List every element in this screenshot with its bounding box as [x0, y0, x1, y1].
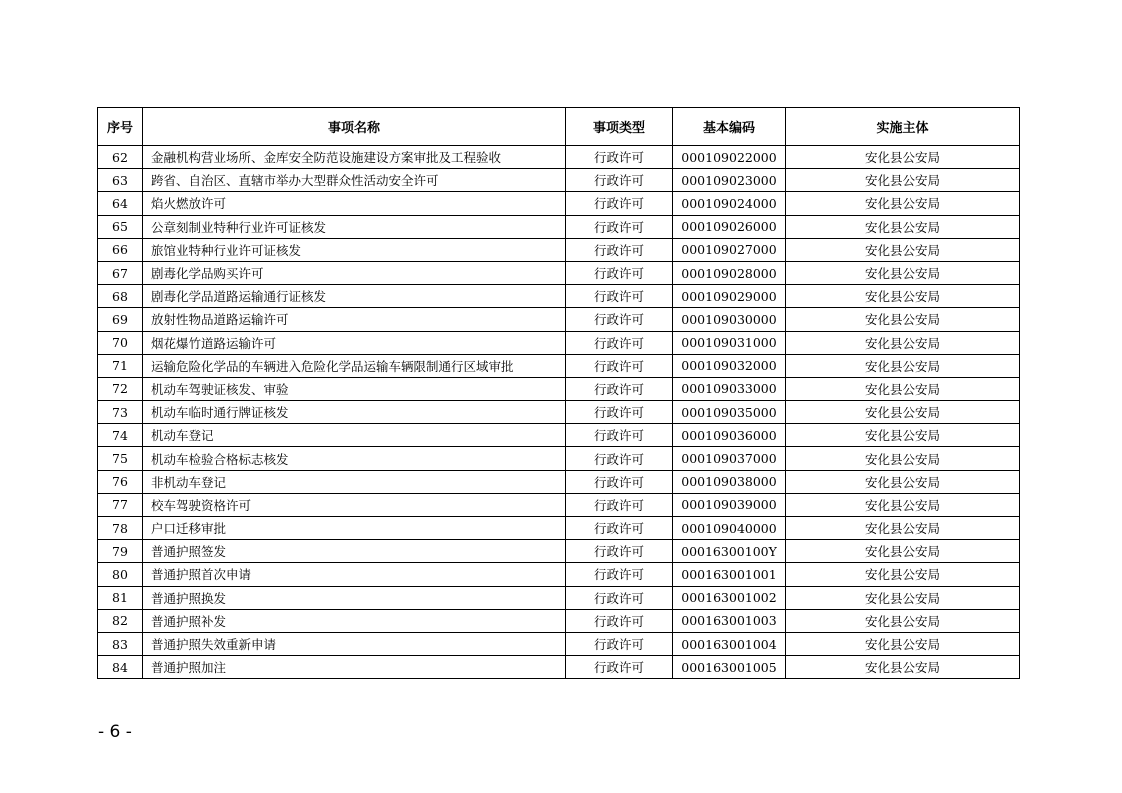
cell-implementing-body: 安化县公安局 [786, 447, 1020, 470]
cell-item-name: 公章刻制业特种行业许可证核发 [143, 215, 566, 238]
cell-serial-number: 65 [98, 215, 143, 238]
cell-item-type: 行政许可 [566, 192, 673, 215]
cell-basic-code: 00016300100Y [673, 540, 786, 563]
cell-item-type: 行政许可 [566, 586, 673, 609]
cell-implementing-body: 安化县公安局 [786, 146, 1020, 169]
table-row [98, 215, 1020, 238]
cell-basic-code: 000109036000 [673, 424, 786, 447]
cell-item-name: 普通护照换发 [143, 586, 566, 609]
cell-implementing-body: 安化县公安局 [786, 331, 1020, 354]
header-implementing-body: 实施主体 [786, 108, 1020, 146]
table-row [98, 331, 1020, 354]
table-body [98, 146, 1020, 679]
cell-item-type: 行政许可 [566, 308, 673, 331]
cell-item-name: 校车驾驶资格许可 [143, 493, 566, 516]
table-row [98, 424, 1020, 447]
cell-item-name: 机动车驾驶证核发、审验 [143, 377, 566, 400]
cell-item-type: 行政许可 [566, 470, 673, 493]
cell-item-name: 烟花爆竹道路运输许可 [143, 331, 566, 354]
cell-basic-code: 000109035000 [673, 401, 786, 424]
cell-implementing-body: 安化县公安局 [786, 238, 1020, 261]
table-row [98, 354, 1020, 377]
cell-implementing-body: 安化县公安局 [786, 424, 1020, 447]
cell-implementing-body: 安化县公安局 [786, 517, 1020, 540]
table-row [98, 146, 1020, 169]
cell-implementing-body: 安化县公安局 [786, 261, 1020, 284]
table-row [98, 308, 1020, 331]
cell-basic-code: 000109024000 [673, 192, 786, 215]
cell-item-type: 行政许可 [566, 401, 673, 424]
cell-item-name: 金融机构营业场所、金库安全防范设施建设方案审批及工程验收 [143, 146, 566, 169]
cell-item-type: 行政许可 [566, 493, 673, 516]
table-header-row [98, 108, 1020, 146]
cell-basic-code: 000109023000 [673, 169, 786, 192]
cell-basic-code: 000163001001 [673, 563, 786, 586]
cell-implementing-body: 安化县公安局 [786, 377, 1020, 400]
cell-item-name: 普通护照加注 [143, 656, 566, 679]
table-row [98, 517, 1020, 540]
table-row [98, 563, 1020, 586]
table-row [98, 377, 1020, 400]
cell-item-name: 跨省、自治区、直辖市举办大型群众性活动安全许可 [143, 169, 566, 192]
cell-item-name: 普通护照首次申请 [143, 563, 566, 586]
cell-serial-number: 72 [98, 377, 143, 400]
cell-implementing-body: 安化县公安局 [786, 493, 1020, 516]
cell-item-type: 行政许可 [566, 238, 673, 261]
cell-basic-code: 000109029000 [673, 285, 786, 308]
cell-implementing-body: 安化县公安局 [786, 215, 1020, 238]
cell-item-type: 行政许可 [566, 656, 673, 679]
cell-serial-number: 75 [98, 447, 143, 470]
cell-implementing-body: 安化县公安局 [786, 540, 1020, 563]
table-row [98, 493, 1020, 516]
cell-item-name: 剧毒化学品道路运输通行证核发 [143, 285, 566, 308]
cell-serial-number: 69 [98, 308, 143, 331]
cell-item-type: 行政许可 [566, 563, 673, 586]
cell-serial-number: 63 [98, 169, 143, 192]
cell-basic-code: 000109040000 [673, 517, 786, 540]
table-row [98, 632, 1020, 655]
cell-item-type: 行政许可 [566, 447, 673, 470]
cell-implementing-body: 安化县公安局 [786, 563, 1020, 586]
cell-basic-code: 000109038000 [673, 470, 786, 493]
cell-implementing-body: 安化县公安局 [786, 169, 1020, 192]
cell-basic-code: 000109027000 [673, 238, 786, 261]
cell-item-type: 行政许可 [566, 215, 673, 238]
cell-item-name: 普通护照补发 [143, 609, 566, 632]
cell-item-name: 运输危险化学品的车辆进入危险化学品运输车辆限制通行区域审批 [143, 354, 566, 377]
table-row [98, 169, 1020, 192]
table-row [98, 586, 1020, 609]
cell-serial-number: 66 [98, 238, 143, 261]
cell-implementing-body: 安化县公安局 [786, 192, 1020, 215]
cell-basic-code: 000163001004 [673, 632, 786, 655]
cell-basic-code: 000109037000 [673, 447, 786, 470]
cell-implementing-body: 安化县公安局 [786, 401, 1020, 424]
cell-item-name: 旅馆业特种行业许可证核发 [143, 238, 566, 261]
table-row [98, 470, 1020, 493]
cell-serial-number: 68 [98, 285, 143, 308]
cell-item-type: 行政许可 [566, 261, 673, 284]
table-row [98, 540, 1020, 563]
cell-basic-code: 000163001002 [673, 586, 786, 609]
cell-implementing-body: 安化县公安局 [786, 656, 1020, 679]
cell-basic-code: 000109033000 [673, 377, 786, 400]
cell-implementing-body: 安化县公安局 [786, 632, 1020, 655]
cell-serial-number: 84 [98, 656, 143, 679]
table-row [98, 192, 1020, 215]
cell-serial-number: 77 [98, 493, 143, 516]
cell-serial-number: 76 [98, 470, 143, 493]
cell-item-type: 行政许可 [566, 540, 673, 563]
cell-item-name: 户口迁移审批 [143, 517, 566, 540]
header-basic-code: 基本编码 [673, 108, 786, 146]
table-row [98, 238, 1020, 261]
table-row [98, 609, 1020, 632]
cell-serial-number: 82 [98, 609, 143, 632]
cell-item-name: 机动车登记 [143, 424, 566, 447]
cell-basic-code: 000109030000 [673, 308, 786, 331]
cell-item-name: 焰火燃放许可 [143, 192, 566, 215]
page-number: - 6 - [98, 722, 132, 742]
cell-basic-code: 000109039000 [673, 493, 786, 516]
cell-serial-number: 78 [98, 517, 143, 540]
cell-serial-number: 64 [98, 192, 143, 215]
cell-serial-number: 79 [98, 540, 143, 563]
table-row [98, 447, 1020, 470]
cell-implementing-body: 安化县公安局 [786, 470, 1020, 493]
cell-implementing-body: 安化县公安局 [786, 609, 1020, 632]
cell-serial-number: 73 [98, 401, 143, 424]
cell-item-name: 机动车临时通行牌证核发 [143, 401, 566, 424]
cell-item-type: 行政许可 [566, 331, 673, 354]
cell-item-name: 剧毒化学品购买许可 [143, 261, 566, 284]
header-serial-number: 序号 [98, 108, 143, 146]
cell-item-name: 普通护照失效重新申请 [143, 632, 566, 655]
cell-serial-number: 62 [98, 146, 143, 169]
header-item-name: 事项名称 [143, 108, 566, 146]
cell-implementing-body: 安化县公安局 [786, 308, 1020, 331]
cell-serial-number: 70 [98, 331, 143, 354]
cell-item-type: 行政许可 [566, 609, 673, 632]
table-row [98, 401, 1020, 424]
cell-serial-number: 83 [98, 632, 143, 655]
cell-basic-code: 000109026000 [673, 215, 786, 238]
cell-item-type: 行政许可 [566, 517, 673, 540]
cell-basic-code: 000109028000 [673, 261, 786, 284]
cell-item-type: 行政许可 [566, 377, 673, 400]
table-row [98, 261, 1020, 284]
cell-item-name: 普通护照签发 [143, 540, 566, 563]
cell-item-type: 行政许可 [566, 146, 673, 169]
cell-serial-number: 81 [98, 586, 143, 609]
cell-basic-code: 000163001003 [673, 609, 786, 632]
cell-serial-number: 71 [98, 354, 143, 377]
cell-item-name: 机动车检验合格标志核发 [143, 447, 566, 470]
table-row [98, 285, 1020, 308]
cell-serial-number: 74 [98, 424, 143, 447]
cell-basic-code: 000109032000 [673, 354, 786, 377]
cell-serial-number: 80 [98, 563, 143, 586]
cell-item-type: 行政许可 [566, 354, 673, 377]
table-row [98, 656, 1020, 679]
cell-serial-number: 67 [98, 261, 143, 284]
cell-implementing-body: 安化县公安局 [786, 354, 1020, 377]
cell-item-name: 非机动车登记 [143, 470, 566, 493]
cell-implementing-body: 安化县公安局 [786, 586, 1020, 609]
cell-basic-code: 000109031000 [673, 331, 786, 354]
cell-item-type: 行政许可 [566, 424, 673, 447]
cell-item-type: 行政许可 [566, 169, 673, 192]
cell-item-type: 行政许可 [566, 285, 673, 308]
cell-implementing-body: 安化县公安局 [786, 285, 1020, 308]
cell-basic-code: 000163001005 [673, 656, 786, 679]
header-item-type: 事项类型 [566, 108, 673, 146]
cell-item-type: 行政许可 [566, 632, 673, 655]
items-table [97, 107, 1020, 679]
cell-basic-code: 000109022000 [673, 146, 786, 169]
cell-item-name: 放射性物品道路运输许可 [143, 308, 566, 331]
